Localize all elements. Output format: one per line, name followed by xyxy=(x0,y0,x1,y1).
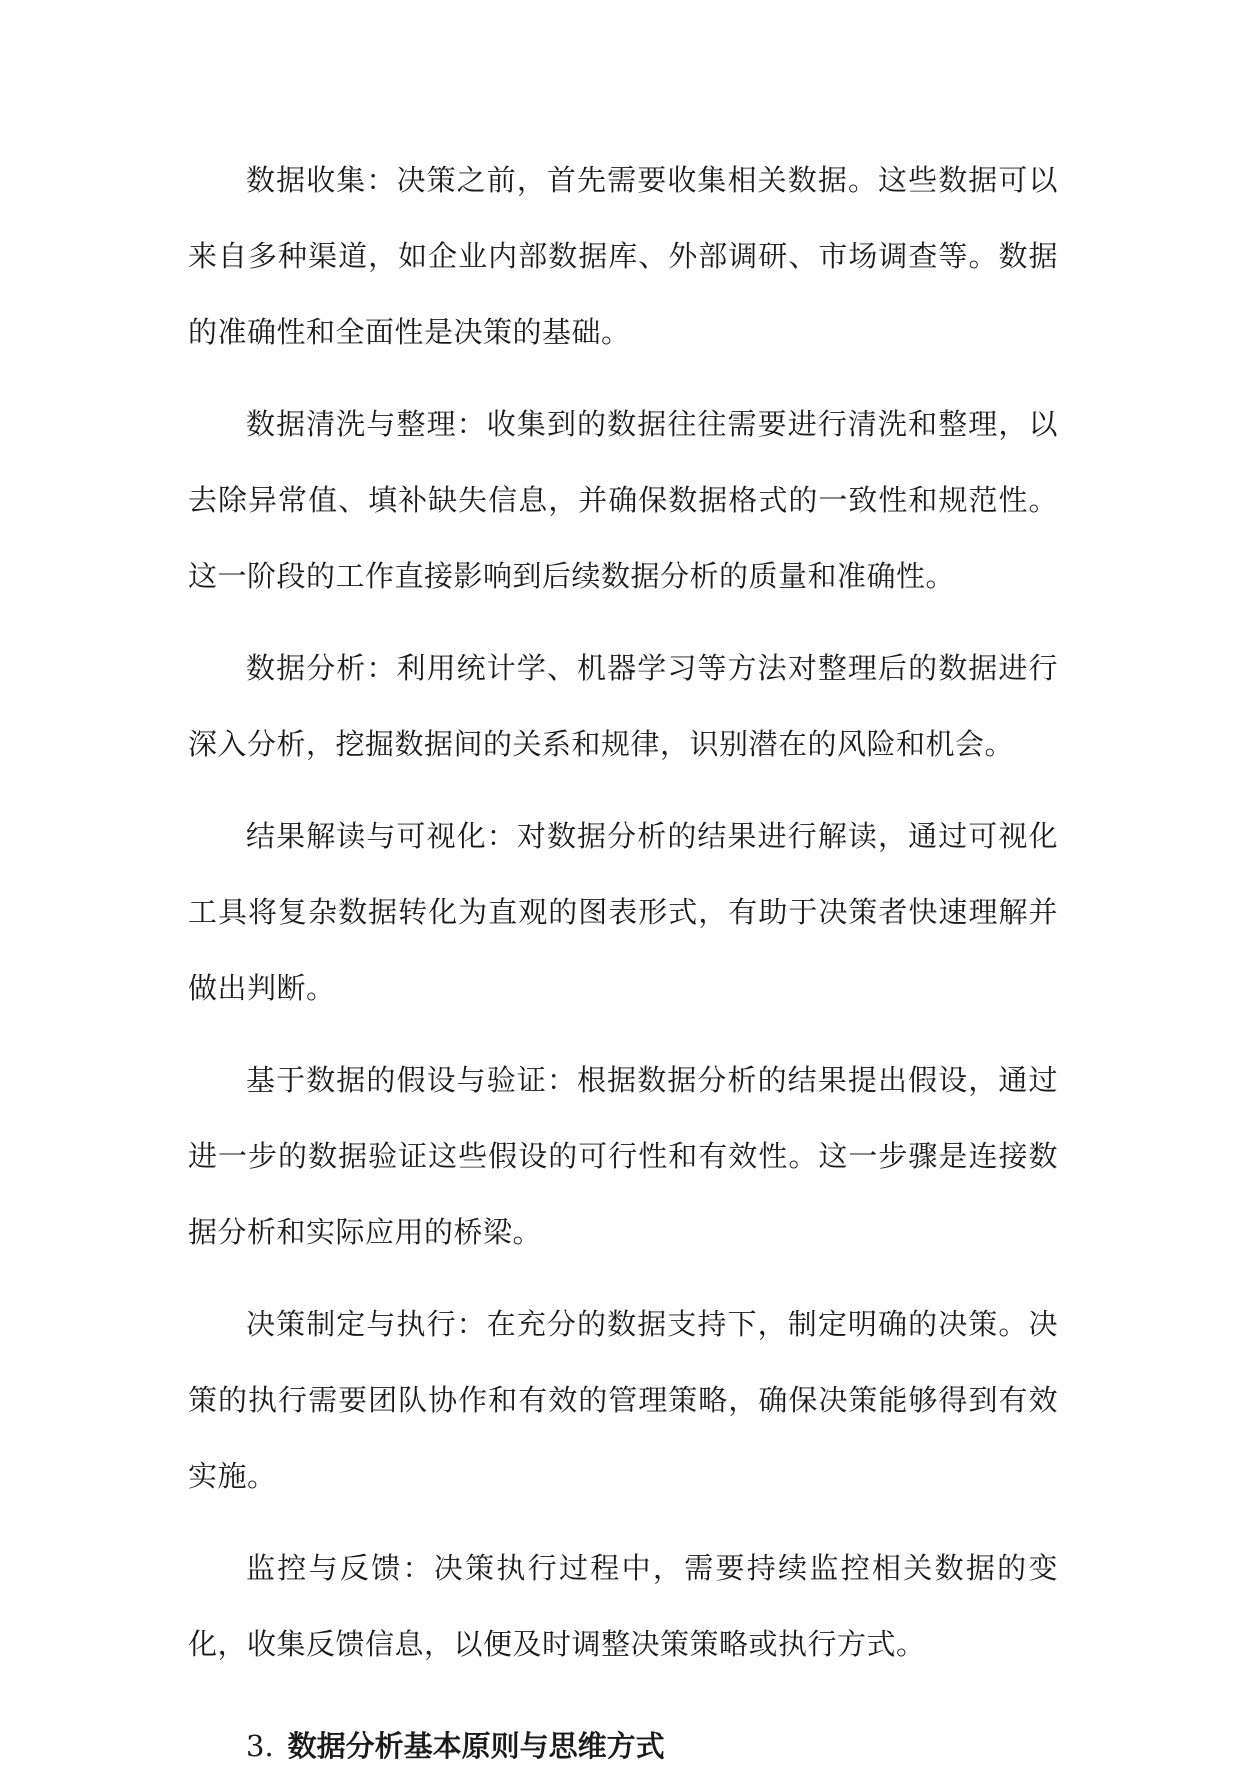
paragraph-data-collection: 数据收集：决策之前，首先需要收集相关数据。这些数据可以来自多种渠道，如企业内部数据库、外部调研、市场调查等。数据的准确性和全面性是决策的基础。 xyxy=(188,163,1058,349)
paragraph-result-visualization: 结果解读与可视化：对数据分析的结果进行解读，通过可视化工具将复杂数据转化为直观的图表形式，有助于决策者快速理解并做出判断。 xyxy=(188,819,1058,1005)
paragraph-data-cleaning: 数据清洗与整理：收集到的数据往往需要进行清洗和整理，以去除异常值、填补缺失信息，并确保数据格式的一致性和规范性。这一阶段的工作直接影响到后续数据分析的质量和准确性。 xyxy=(188,407,1058,593)
section-title: 数据分析基本原则与思维方式 xyxy=(287,1729,665,1763)
paragraph-decision-execution: 决策制定与执行：在充分的数据支持下，制定明确的决策。决策的执行需要团队协作和有效的管理策略，确保决策能够得到有效实施。 xyxy=(188,1307,1058,1493)
paragraph-hypothesis-validation: 基于数据的假设与验证：根据数据分析的结果提出假设，通过进一步的数据验证这些假设的可行性和有效性。这一步骤是连接数据分析和实际应用的桥梁。 xyxy=(188,1063,1058,1249)
paragraph-data-analysis: 数据分析：利用统计学、机器学习等方法对整理后的数据进行深入分析，挖掘数据间的关系和规律，识别潜在的风险和机会。 xyxy=(188,651,1058,761)
document-body xyxy=(188,142,1058,1784)
section-heading xyxy=(188,1708,1058,1784)
paragraph-monitoring-feedback: 监控与反馈：决策执行过程中，需要持续监控相关数据的变化，收集反馈信息，以便及时调整决策策略或执行方式。 xyxy=(188,1551,1058,1661)
section-number: 3. xyxy=(246,1729,274,1763)
